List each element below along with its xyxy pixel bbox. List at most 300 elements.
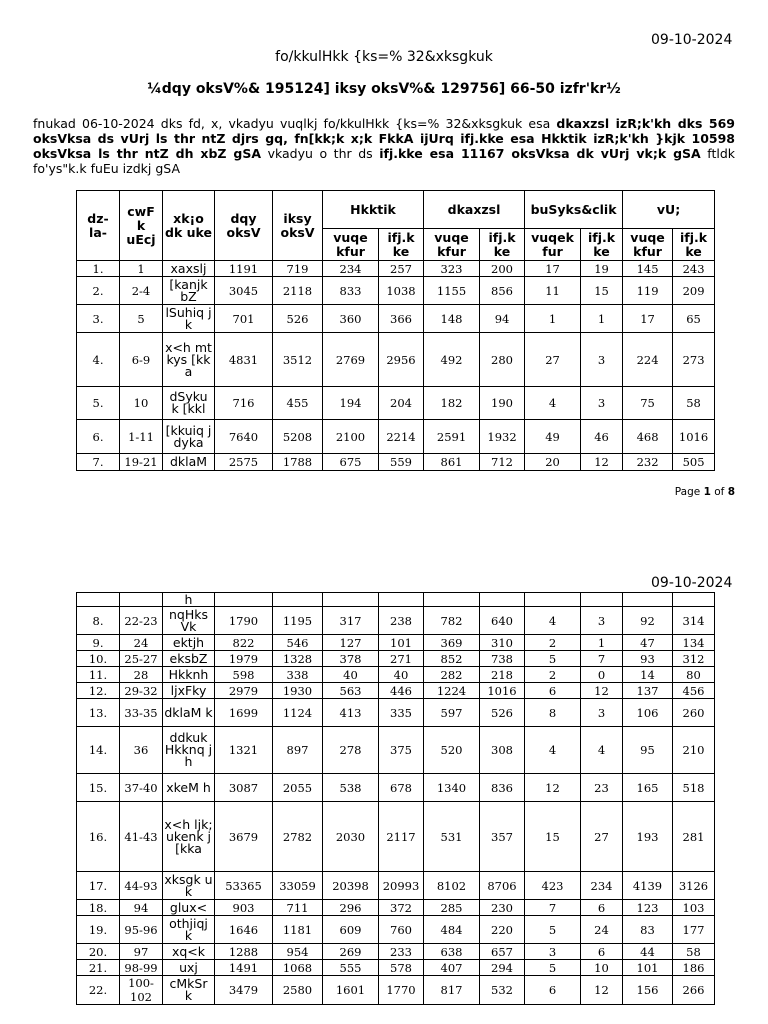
cell-total-votes: 822 xyxy=(215,635,273,651)
cell-village: cMkSr k xyxy=(163,976,215,1005)
cell-booth: 41-43 xyxy=(120,802,163,872)
cell-inld-estimated: 17 xyxy=(525,261,581,277)
cell-others-result: 505 xyxy=(673,454,715,471)
cell-polled-votes: 5208 xyxy=(273,420,323,454)
cell-others-result: 314 xyxy=(673,607,715,635)
cell-empty xyxy=(379,593,424,607)
cell-booth: 95-96 xyxy=(120,916,163,944)
cell-bjp-estimated: 833 xyxy=(323,277,379,305)
cell-total-votes: 3479 xyxy=(215,976,273,1005)
subheader-result: ifj.k ke xyxy=(480,229,525,261)
cell-serial: 11. xyxy=(77,667,120,683)
cell-inld-estimated: 4 xyxy=(525,607,581,635)
cell-others-result: 243 xyxy=(673,261,715,277)
cell-bjp-result: 375 xyxy=(379,727,424,774)
cell-bjp-result: 257 xyxy=(379,261,424,277)
cell-serial: 14. xyxy=(77,727,120,774)
cell-bjp-result: 233 xyxy=(379,944,424,960)
cell-inld-estimated: 4 xyxy=(525,727,581,774)
cell-village: ljxFky xyxy=(163,683,215,699)
cell-congress-estimated: 492 xyxy=(424,333,480,387)
cell-inld-estimated: 2 xyxy=(525,635,581,651)
cell-inld-estimated: 5 xyxy=(525,960,581,976)
cell-total-votes: 1288 xyxy=(215,944,273,960)
cell-congress-result: 640 xyxy=(480,607,525,635)
cell-bjp-result: 578 xyxy=(379,960,424,976)
cell-serial: 8. xyxy=(77,607,120,635)
cell-empty xyxy=(323,593,379,607)
cell-others-estimated: 47 xyxy=(623,635,673,651)
cell-inld-result: 6 xyxy=(581,900,623,916)
cell-serial: 17. xyxy=(77,872,120,900)
cell-others-estimated: 232 xyxy=(623,454,673,471)
table-row xyxy=(77,944,715,960)
page-current: 1 xyxy=(703,486,711,498)
header-polled-votes: iksy oksV xyxy=(273,191,323,261)
table-row xyxy=(77,699,715,727)
cell-serial: 3. xyxy=(77,305,120,333)
cell-polled-votes: 1328 xyxy=(273,651,323,667)
cell-bjp-result: 2214 xyxy=(379,420,424,454)
cell-empty xyxy=(525,593,581,607)
cell-inld-estimated: 3 xyxy=(525,944,581,960)
cell-inld-estimated: 4 xyxy=(525,387,581,420)
cell-total-votes: 3087 xyxy=(215,774,273,802)
cell-village: nqHks Vk xyxy=(163,607,215,635)
cell-others-estimated: 17 xyxy=(623,305,673,333)
cell-congress-result: 526 xyxy=(480,699,525,727)
cell-bjp-result: 366 xyxy=(379,305,424,333)
cell-bjp-estimated: 360 xyxy=(323,305,379,333)
cell-empty xyxy=(673,593,715,607)
cell-others-result: 518 xyxy=(673,774,715,802)
page-of-label: of xyxy=(714,486,725,498)
cell-polled-votes: 3512 xyxy=(273,333,323,387)
header-inld: buSyks&clik xyxy=(525,191,623,229)
cell-congress-result: 230 xyxy=(480,900,525,916)
cell-village: ddkuk Hkknq jh xyxy=(163,727,215,774)
table-row xyxy=(77,900,715,916)
cell-inld-result: 6 xyxy=(581,944,623,960)
cell-serial: 6. xyxy=(77,420,120,454)
cell-congress-result: 294 xyxy=(480,960,525,976)
cell-congress-estimated: 323 xyxy=(424,261,480,277)
cell-congress-result: 218 xyxy=(480,667,525,683)
cell-others-estimated: 224 xyxy=(623,333,673,387)
cell-others-result: 1016 xyxy=(673,420,715,454)
cell-serial: 1. xyxy=(77,261,120,277)
cell-total-votes: 7640 xyxy=(215,420,273,454)
cell-bjp-estimated: 40 xyxy=(323,667,379,683)
cell-bjp-estimated: 2100 xyxy=(323,420,379,454)
table-row xyxy=(77,607,715,635)
cell-bjp-result: 40 xyxy=(379,667,424,683)
page-date: 09-10-2024 xyxy=(651,575,733,591)
cell-inld-result: 4 xyxy=(581,727,623,774)
cell-inld-result: 3 xyxy=(581,607,623,635)
cell-others-result: 80 xyxy=(673,667,715,683)
cell-total-votes: 53365 xyxy=(215,872,273,900)
header-serial-number: dz- la- xyxy=(77,191,120,261)
cell-booth: 24 xyxy=(120,635,163,651)
cell-serial: 16. xyxy=(77,802,120,872)
cell-inld-result: 23 xyxy=(581,774,623,802)
cell-booth: 2-4 xyxy=(120,277,163,305)
cell-polled-votes: 546 xyxy=(273,635,323,651)
paragraph-text: fnukad 06-10-2024 dks fd, x, vkadyu vuqlkj fo/kkulHkk {ks=% 32&xksgkuk esa xyxy=(33,116,557,131)
header-village-name: xk¡o dk uke xyxy=(163,191,215,261)
paragraph-text-bold: ifj.kke esa 11167 oksVksa dk vUrj vk;k gSA xyxy=(379,146,701,161)
document-title: fo/kkulHkk {ks=% 32&xksgkuk xyxy=(275,49,493,65)
cell-inld-result: 3 xyxy=(581,333,623,387)
cell-village: lSuhiq jk xyxy=(163,305,215,333)
cell-inld-result: 3 xyxy=(581,387,623,420)
cell-polled-votes: 2118 xyxy=(273,277,323,305)
cell-total-votes: 2979 xyxy=(215,683,273,699)
subheader-result: ifj.k ke xyxy=(581,229,623,261)
cell-village-continued: h xyxy=(163,593,215,607)
cell-empty xyxy=(480,593,525,607)
cell-polled-votes: 33059 xyxy=(273,872,323,900)
cell-others-estimated: 4139 xyxy=(623,872,673,900)
cell-others-result: 3126 xyxy=(673,872,715,900)
paragraph-text-bold: dkaxzsl izR;k'kh dks 569 oksVksa ds vUrj ls thr ntZ djrs gq, fn[kk;k x;k FkkA ijUrq ifj.kke esa Hkktik izR;k'kh }kjk 10598 oksVksa ls thr ntZ dh xbZ gSA xyxy=(33,116,735,161)
cell-booth: 28 xyxy=(120,667,163,683)
cell-others-estimated: 83 xyxy=(623,916,673,944)
cell-village: uxj xyxy=(163,960,215,976)
cell-total-votes: 3045 xyxy=(215,277,273,305)
cell-serial: 13. xyxy=(77,699,120,727)
cell-inld-estimated: 11 xyxy=(525,277,581,305)
cell-empty xyxy=(77,593,120,607)
cell-congress-result: 190 xyxy=(480,387,525,420)
cell-serial: 22. xyxy=(77,976,120,1005)
cell-bjp-estimated: 127 xyxy=(323,635,379,651)
cell-village: glux< xyxy=(163,900,215,916)
cell-inld-estimated: 2 xyxy=(525,667,581,683)
cell-village: dklaM xyxy=(163,454,215,471)
cell-others-result: 281 xyxy=(673,802,715,872)
cell-total-votes: 1699 xyxy=(215,699,273,727)
cell-others-estimated: 145 xyxy=(623,261,673,277)
cell-village: [kkuiq j dyka xyxy=(163,420,215,454)
cell-congress-estimated: 484 xyxy=(424,916,480,944)
table-row xyxy=(77,727,715,774)
cell-bjp-result: 271 xyxy=(379,651,424,667)
cell-congress-result: 712 xyxy=(480,454,525,471)
cell-bjp-result: 101 xyxy=(379,635,424,651)
table-row xyxy=(77,387,715,420)
cell-polled-votes: 2580 xyxy=(273,976,323,1005)
cell-others-estimated: 75 xyxy=(623,387,673,420)
table-row xyxy=(77,635,715,651)
cell-serial: 10. xyxy=(77,651,120,667)
cell-inld-result: 1 xyxy=(581,635,623,651)
cell-others-estimated: 468 xyxy=(623,420,673,454)
header-congress: dkaxzsl xyxy=(424,191,525,229)
cell-serial: 20. xyxy=(77,944,120,960)
cell-inld-result: 7 xyxy=(581,651,623,667)
cell-congress-result: 94 xyxy=(480,305,525,333)
cell-others-estimated: 101 xyxy=(623,960,673,976)
cell-others-estimated: 93 xyxy=(623,651,673,667)
cell-bjp-estimated: 609 xyxy=(323,916,379,944)
cell-village: dklaM k xyxy=(163,699,215,727)
cell-booth: 33-35 xyxy=(120,699,163,727)
cell-bjp-estimated: 234 xyxy=(323,261,379,277)
cell-others-estimated: 156 xyxy=(623,976,673,1005)
cell-congress-estimated: 520 xyxy=(424,727,480,774)
cell-inld-estimated: 12 xyxy=(525,774,581,802)
cell-total-votes: 1191 xyxy=(215,261,273,277)
cell-congress-estimated: 782 xyxy=(424,607,480,635)
cell-inld-estimated: 49 xyxy=(525,420,581,454)
cell-booth: 1-11 xyxy=(120,420,163,454)
cell-others-result: 65 xyxy=(673,305,715,333)
cell-others-estimated: 106 xyxy=(623,699,673,727)
cell-inld-estimated: 1 xyxy=(525,305,581,333)
table-row xyxy=(77,774,715,802)
cell-inld-result: 15 xyxy=(581,277,623,305)
cell-congress-estimated: 8102 xyxy=(424,872,480,900)
cell-others-estimated: 123 xyxy=(623,900,673,916)
cell-bjp-estimated: 317 xyxy=(323,607,379,635)
paragraph-text: vkadyu o thr ds xyxy=(261,146,380,161)
cell-booth: 25-27 xyxy=(120,651,163,667)
cell-bjp-estimated: 378 xyxy=(323,651,379,667)
cell-village: x<h mtkys [kka xyxy=(163,333,215,387)
cell-bjp-estimated: 296 xyxy=(323,900,379,916)
cell-bjp-result: 2117 xyxy=(379,802,424,872)
cell-congress-estimated: 817 xyxy=(424,976,480,1005)
cell-bjp-estimated: 563 xyxy=(323,683,379,699)
cell-serial: 2. xyxy=(77,277,120,305)
table-row xyxy=(77,667,715,683)
cell-others-result: 177 xyxy=(673,916,715,944)
cell-serial: 15. xyxy=(77,774,120,802)
cell-serial: 19. xyxy=(77,916,120,944)
cell-inld-result: 3 xyxy=(581,699,623,727)
cell-congress-estimated: 531 xyxy=(424,802,480,872)
cell-congress-estimated: 638 xyxy=(424,944,480,960)
subheader-result: ifj.k ke xyxy=(379,229,424,261)
cell-congress-estimated: 597 xyxy=(424,699,480,727)
header-total-votes: dqy oksV xyxy=(215,191,273,261)
cell-polled-votes: 954 xyxy=(273,944,323,960)
subheader-estimated: vuqe kfur xyxy=(323,229,379,261)
cell-others-estimated: 14 xyxy=(623,667,673,683)
cell-others-estimated: 95 xyxy=(623,727,673,774)
cell-congress-result: 1932 xyxy=(480,420,525,454)
cell-congress-result: 738 xyxy=(480,651,525,667)
cell-bjp-result: 204 xyxy=(379,387,424,420)
cell-bjp-result: 372 xyxy=(379,900,424,916)
cell-congress-estimated: 285 xyxy=(424,900,480,916)
table-row xyxy=(77,261,715,277)
cell-congress-estimated: 182 xyxy=(424,387,480,420)
cell-village: x<h ljk; ukenk j [kka xyxy=(163,802,215,872)
cell-congress-estimated: 1224 xyxy=(424,683,480,699)
table-row xyxy=(77,960,715,976)
cell-others-estimated: 165 xyxy=(623,774,673,802)
cell-village: othjiqj k xyxy=(163,916,215,944)
cell-bjp-estimated: 269 xyxy=(323,944,379,960)
cell-total-votes: 1491 xyxy=(215,960,273,976)
cell-polled-votes: 1195 xyxy=(273,607,323,635)
cell-polled-votes: 338 xyxy=(273,667,323,683)
cell-empty xyxy=(424,593,480,607)
cell-congress-estimated: 852 xyxy=(424,651,480,667)
cell-inld-result: 27 xyxy=(581,802,623,872)
cell-booth: 44-93 xyxy=(120,872,163,900)
page-number xyxy=(675,486,735,498)
cell-inld-result: 12 xyxy=(581,976,623,1005)
results-table xyxy=(76,190,715,471)
cell-village: xq<k xyxy=(163,944,215,960)
cell-congress-result: 310 xyxy=(480,635,525,651)
cell-others-result: 266 xyxy=(673,976,715,1005)
cell-booth: 22-23 xyxy=(120,607,163,635)
cell-bjp-estimated: 675 xyxy=(323,454,379,471)
cell-bjp-result: 20993 xyxy=(379,872,424,900)
cell-polled-votes: 719 xyxy=(273,261,323,277)
cell-others-estimated: 44 xyxy=(623,944,673,960)
cell-village: Hkknh xyxy=(163,667,215,683)
cell-total-votes: 4831 xyxy=(215,333,273,387)
cell-serial: 21. xyxy=(77,960,120,976)
cell-booth: 6-9 xyxy=(120,333,163,387)
page-total: 8 xyxy=(727,486,735,498)
cell-total-votes: 1979 xyxy=(215,651,273,667)
cell-bjp-result: 678 xyxy=(379,774,424,802)
cell-serial: 9. xyxy=(77,635,120,651)
table-row xyxy=(77,420,715,454)
table-row xyxy=(77,454,715,471)
cell-bjp-result: 559 xyxy=(379,454,424,471)
cell-polled-votes: 1930 xyxy=(273,683,323,699)
header-bjp: Hkktik xyxy=(323,191,424,229)
cell-bjp-estimated: 538 xyxy=(323,774,379,802)
cell-total-votes: 1646 xyxy=(215,916,273,944)
cell-polled-votes: 2782 xyxy=(273,802,323,872)
cell-booth: 37-40 xyxy=(120,774,163,802)
cell-bjp-result: 335 xyxy=(379,699,424,727)
cell-bjp-result: 1770 xyxy=(379,976,424,1005)
cell-congress-estimated: 148 xyxy=(424,305,480,333)
cell-polled-votes: 526 xyxy=(273,305,323,333)
cell-inld-estimated: 6 xyxy=(525,976,581,1005)
cell-congress-result: 220 xyxy=(480,916,525,944)
cell-booth: 5 xyxy=(120,305,163,333)
cell-congress-result: 532 xyxy=(480,976,525,1005)
cell-bjp-result: 2956 xyxy=(379,333,424,387)
cell-bjp-estimated: 1601 xyxy=(323,976,379,1005)
cell-total-votes: 1321 xyxy=(215,727,273,774)
cell-total-votes: 716 xyxy=(215,387,273,420)
cell-others-result: 456 xyxy=(673,683,715,699)
cell-empty xyxy=(120,593,163,607)
cell-inld-result: 0 xyxy=(581,667,623,683)
cell-serial: 5. xyxy=(77,387,120,420)
cell-inld-estimated: 5 xyxy=(525,651,581,667)
cell-booth: 36 xyxy=(120,727,163,774)
cell-inld-estimated: 27 xyxy=(525,333,581,387)
cell-village: dSyku k [kkl xyxy=(163,387,215,420)
cell-village: eksbZ xyxy=(163,651,215,667)
cell-polled-votes: 1788 xyxy=(273,454,323,471)
cell-polled-votes: 455 xyxy=(273,387,323,420)
cell-congress-result: 1016 xyxy=(480,683,525,699)
cell-others-result: 312 xyxy=(673,651,715,667)
cell-congress-estimated: 2591 xyxy=(424,420,480,454)
cell-inld-result: 19 xyxy=(581,261,623,277)
cell-congress-estimated: 1340 xyxy=(424,774,480,802)
cell-total-votes: 3679 xyxy=(215,802,273,872)
cell-congress-result: 8706 xyxy=(480,872,525,900)
subheader-result: ifj.k ke xyxy=(673,229,715,261)
cell-others-result: 134 xyxy=(673,635,715,651)
cell-inld-estimated: 15 xyxy=(525,802,581,872)
cell-congress-result: 657 xyxy=(480,944,525,960)
cell-inld-result: 12 xyxy=(581,683,623,699)
cell-congress-estimated: 282 xyxy=(424,667,480,683)
table-row xyxy=(77,802,715,872)
cell-inld-estimated: 5 xyxy=(525,916,581,944)
cell-others-result: 209 xyxy=(673,277,715,305)
page-label: Page xyxy=(674,486,701,498)
cell-inld-result: 1 xyxy=(581,305,623,333)
cell-empty xyxy=(581,593,623,607)
document-subtitle: ¼dqy oksV%& 195124] iksy oksV%& 129756] 66-50 izfr'kr½ xyxy=(147,81,621,97)
cell-congress-estimated: 1155 xyxy=(424,277,480,305)
table-row xyxy=(77,593,715,607)
page-date: 09-10-2024 xyxy=(651,32,733,48)
cell-bjp-estimated: 555 xyxy=(323,960,379,976)
results-table-continued xyxy=(76,592,715,1005)
cell-empty xyxy=(273,593,323,607)
cell-polled-votes: 1068 xyxy=(273,960,323,976)
cell-inld-result: 46 xyxy=(581,420,623,454)
header-others: vU; xyxy=(623,191,715,229)
cell-others-estimated: 92 xyxy=(623,607,673,635)
header-booth-number: cwF k uEcj xyxy=(120,191,163,261)
cell-others-result: 58 xyxy=(673,387,715,420)
cell-village: [kanjk bZ xyxy=(163,277,215,305)
cell-congress-estimated: 861 xyxy=(424,454,480,471)
subheader-estimated: vuqe kfur xyxy=(424,229,480,261)
cell-others-result: 103 xyxy=(673,900,715,916)
cell-bjp-estimated: 278 xyxy=(323,727,379,774)
table-row xyxy=(77,333,715,387)
cell-inld-estimated: 7 xyxy=(525,900,581,916)
cell-bjp-result: 1038 xyxy=(379,277,424,305)
cell-village: xksgk uk xyxy=(164,871,213,899)
cell-others-result: 186 xyxy=(673,960,715,976)
cell-bjp-result: 760 xyxy=(379,916,424,944)
summary-paragraph xyxy=(33,116,735,176)
cell-polled-votes: 1124 xyxy=(273,699,323,727)
cell-bjp-estimated: 20398 xyxy=(323,872,379,900)
cell-bjp-estimated: 413 xyxy=(323,699,379,727)
cell-others-result: 273 xyxy=(673,333,715,387)
cell-inld-estimated: 8 xyxy=(525,699,581,727)
cell-congress-result: 280 xyxy=(480,333,525,387)
cell-booth: 97 xyxy=(120,944,163,960)
cell-serial: 18. xyxy=(77,900,120,916)
cell-empty xyxy=(623,593,673,607)
cell-inld-result: 10 xyxy=(581,960,623,976)
cell-others-result: 210 xyxy=(673,727,715,774)
